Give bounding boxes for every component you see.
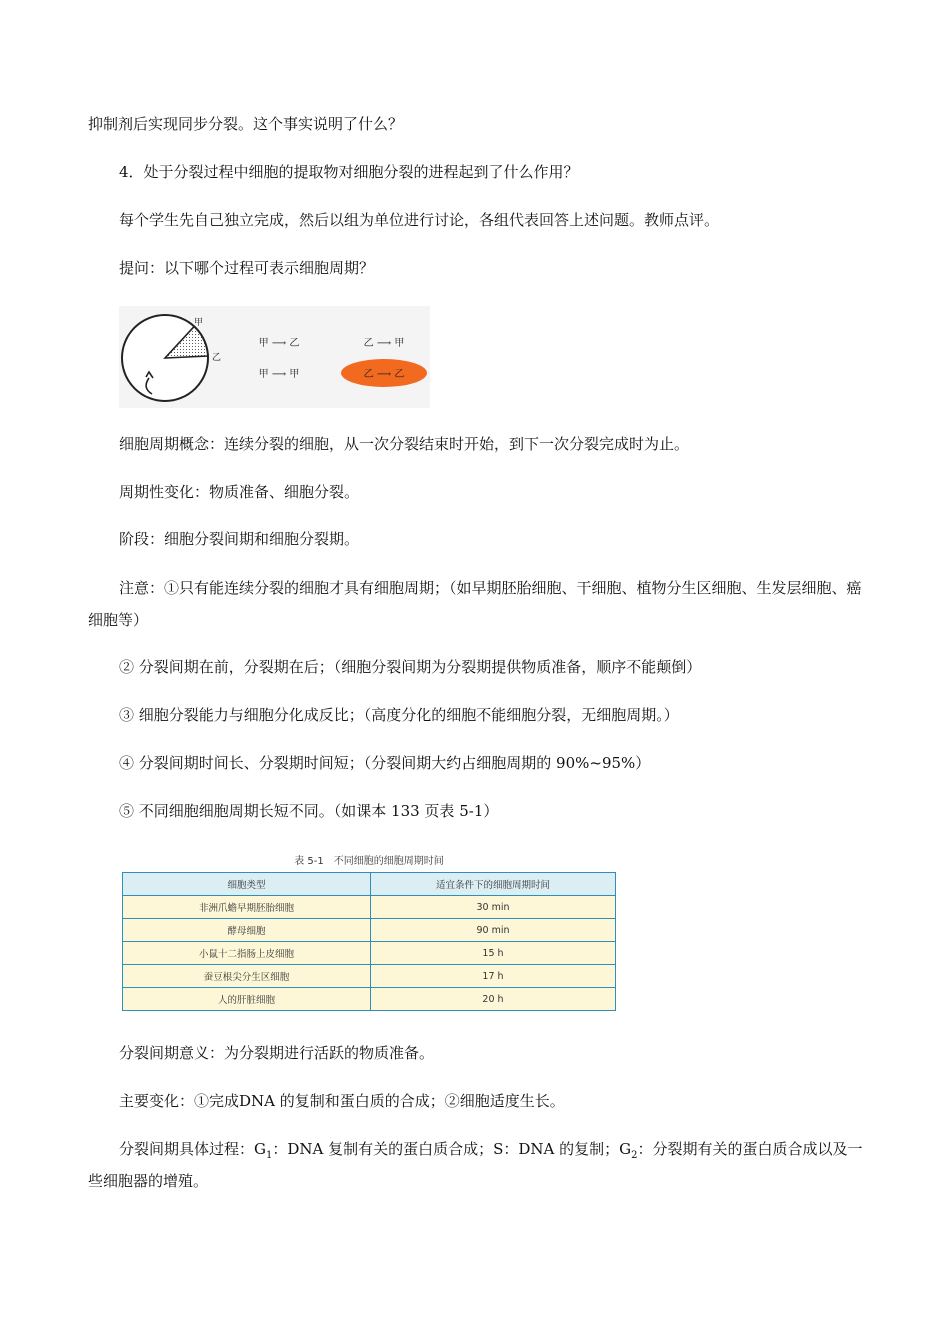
table-row [123,988,616,1011]
paragraph-note-5: ⑤ 不同细胞细胞周期长短不同。（如课本 133 页表 5-1） [119,802,499,820]
table-cell: 30 min [371,896,616,919]
g1-subscript: 1 [265,1150,273,1161]
paragraph-note-1: 注意：①只有能连续分裂的细胞才具有细胞周期；（如早期胚胎细胞、干细胞、植物分生区细胞、生发层细胞、癌细胞等） [88,579,862,629]
option-jia-to-yi: 甲 ⟶ 乙 [258,338,300,349]
g2-subscript: 2 [631,1150,638,1161]
table-header-row [123,873,616,896]
table-row [123,919,616,942]
paragraph-conclusion-question: 抑制剂后实现同步分裂。这个事实说明了什么？ [88,115,404,133]
paragraph-stages: 阶段：细胞分裂间期和细胞分裂期。 [119,530,360,548]
label-jia: 甲 [194,318,204,328]
paragraph-note-4: ④ 分裂间期时间长、分裂期时间短；（分裂间期大约占细胞周期的 90%~95%） [119,754,651,772]
table-cell: 90 min [371,919,616,942]
table-row [123,965,616,988]
table-cell: 蚕豆根尖分生区细胞 [123,965,371,988]
paragraph-question-4: 4．处于分裂过程中细胞的提取物对细胞分裂的进程起到了什么作用？ [119,163,579,181]
table-header-cycle-time: 适宜条件下的细胞周期时间 [371,873,616,896]
paragraph-main-changes: 主要变化：①完成DNA 的复制和蛋白质的合成；②细胞适度生长。 [119,1092,565,1110]
option-yi-to-jia: 乙 ⟶ 甲 [363,338,405,349]
paragraph-prompt-question: 提问：以下哪个过程可表示细胞周期？ [119,259,375,277]
paragraph-interphase-process [88,1133,864,1197]
table-row [123,942,616,965]
option-yi-to-yi: 乙 ⟶ 乙 [363,369,405,380]
paragraph-periodic-change: 周期性变化：物质准备、细胞分裂。 [119,483,360,501]
paragraph-discussion: 每个学生先自己独立完成，然后以组为单位进行讨论，各组代表回答上述问题。教师点评。 [119,211,720,229]
process-text-3: ：分裂期有关的蛋白质合成以及一些细胞器的增殖。 [88,1140,863,1190]
paragraph-interphase-meaning: 分裂间期意义：为分裂期进行活跃的物质准备。 [119,1044,435,1062]
cell-cycle-time-table [122,872,616,1011]
paragraph-note-3: ③ 细胞分裂能力与细胞分化成反比；（高度分化的细胞不能细胞分裂，无细胞周期。） [119,706,679,724]
table-header-cell-type: 细胞类型 [123,873,371,896]
table-cell: 15 h [371,942,616,965]
process-text-1: 分裂间期具体过程：G [119,1140,266,1158]
table-cell: 17 h [371,965,616,988]
table-title: 表 5-1 不同细胞的细胞周期时间 [294,856,444,867]
table-cell: 非洲爪蟾早期胚胎细胞 [123,896,371,919]
table-row [123,896,616,919]
process-text-2: ：DNA 复制有关的蛋白质合成；S：DNA 的复制；G [272,1140,632,1158]
table-cell: 人的肝脏细胞 [123,988,371,1011]
cell-cycle-diagram [119,306,430,408]
paragraph-note-2: ② 分裂间期在前，分裂期在后；（细胞分裂间期为分裂期提供物质准备，顺序不能颠倒） [119,658,702,676]
paragraph-cycle-concept: 细胞周期概念：连续分裂的细胞，从一次分裂结束时开始，到下一次分裂完成时为止。 [119,435,690,453]
table-cell: 小鼠十二指肠上皮细胞 [123,942,371,965]
table-cell: 20 h [371,988,616,1011]
label-yi: 乙 [212,353,222,363]
option-jia-to-jia: 甲 ⟶ 甲 [258,369,300,380]
cell-cycle-figure [119,306,430,408]
table-cell: 酵母细胞 [123,919,371,942]
